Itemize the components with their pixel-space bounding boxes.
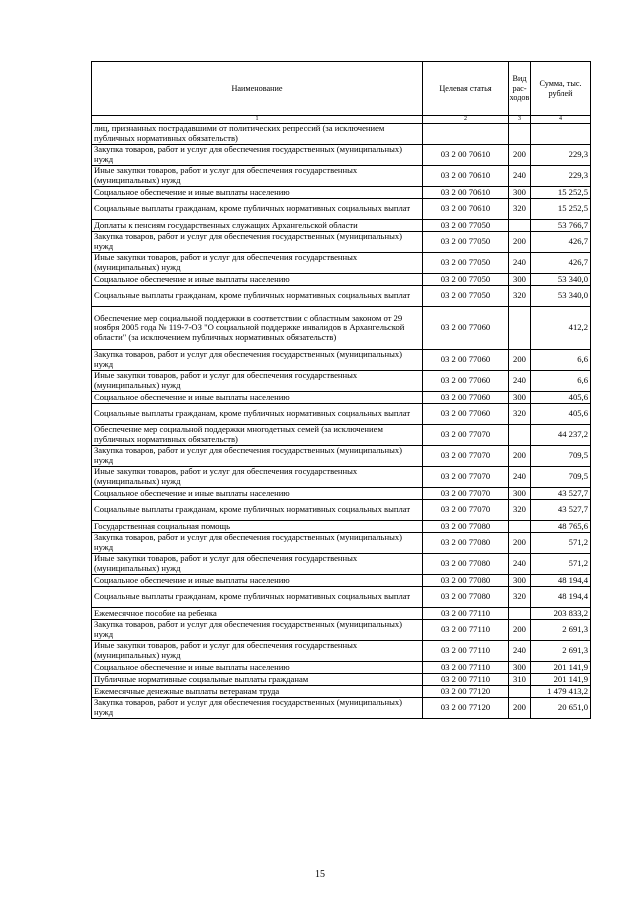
row-vid-cell: 200 <box>509 620 531 641</box>
row-code-cell: 03 2 00 77080 <box>423 575 509 587</box>
row-name-cell: Социальные выплаты гражданам, кроме публичных нормативных социальных выплат <box>92 199 423 220</box>
row-code-cell: 03 2 00 77050 <box>423 274 509 286</box>
row-code-cell: 03 2 00 77060 <box>423 371 509 392</box>
row-code-cell: 03 2 00 77070 <box>423 500 509 521</box>
row-name-cell: Социальное обеспечение и иные выплаты населению <box>92 662 423 674</box>
row-code-cell: 03 2 00 70610 <box>423 187 509 199</box>
row-vid-cell: 320 <box>509 404 531 425</box>
row-code-cell: 03 2 00 77080 <box>423 587 509 608</box>
row-code-cell: 03 2 00 77110 <box>423 662 509 674</box>
row-sum-cell: 48 765,6 <box>531 521 591 533</box>
row-name-cell: Социальное обеспечение и иные выплаты населению <box>92 392 423 404</box>
row-sum-cell: 1 479 413,2 <box>531 686 591 698</box>
row-sum-cell: 6,6 <box>531 350 591 371</box>
row-sum-cell: 709,5 <box>531 446 591 467</box>
header-sum: Сумма, тыс. рублей <box>531 62 591 116</box>
table-row <box>92 307 591 350</box>
table-row <box>92 404 591 425</box>
row-vid-cell: 320 <box>509 199 531 220</box>
row-sum-cell: 15 252,5 <box>531 187 591 199</box>
row-name-cell: Социальные выплаты гражданам, кроме публичных нормативных социальных выплат <box>92 587 423 608</box>
row-vid-cell: 240 <box>509 166 531 187</box>
row-vid-cell: 200 <box>509 533 531 554</box>
row-name-cell: Социальное обеспечение и иные выплаты населению <box>92 274 423 286</box>
row-code-cell: 03 2 00 77080 <box>423 521 509 533</box>
row-sum-cell: 6,6 <box>531 371 591 392</box>
row-sum-cell: 709,5 <box>531 467 591 488</box>
row-code-cell: 03 2 00 70610 <box>423 145 509 166</box>
row-name-cell: Социальные выплаты гражданам, кроме публичных нормативных социальных выплат <box>92 404 423 425</box>
row-name-cell: Иные закупки товаров, работ и услуг для обеспечения государственных (муниципальных) нужд <box>92 467 423 488</box>
table-row <box>92 686 591 698</box>
table-row <box>92 698 591 719</box>
row-name-cell: Закупка товаров, работ и услуг для обеспечения государственных (муниципальных) нужд <box>92 232 423 253</box>
row-name-cell: Закупка товаров, работ и услуг для обеспечения государственных (муниципальных) нужд <box>92 620 423 641</box>
row-sum-cell: 43 527,7 <box>531 488 591 500</box>
row-name-cell: лиц, признанных пострадавшими от политических репрессий (за исключением публичных нормативных обязательств) <box>92 124 423 145</box>
table-row <box>92 253 591 274</box>
header-name: Наименование <box>92 62 423 116</box>
table-row <box>92 274 591 286</box>
row-sum-cell: 44 237,2 <box>531 425 591 446</box>
table-row <box>92 187 591 199</box>
row-vid-cell <box>509 686 531 698</box>
table-row <box>92 446 591 467</box>
row-code-cell: 03 2 00 77060 <box>423 404 509 425</box>
row-name-cell: Социальное обеспечение и иные выплаты населению <box>92 187 423 199</box>
row-sum-cell: 53 766,7 <box>531 220 591 232</box>
row-vid-cell <box>509 307 531 350</box>
header-target: Целевая статья <box>423 62 509 116</box>
page-number: 15 <box>315 869 325 880</box>
row-code-cell: 03 2 00 77060 <box>423 392 509 404</box>
row-sum-cell: 229,3 <box>531 166 591 187</box>
row-vid-cell: 300 <box>509 392 531 404</box>
table-row <box>92 674 591 686</box>
row-vid-cell <box>509 608 531 620</box>
row-name-cell: Социальное обеспечение и иные выплаты населению <box>92 488 423 500</box>
row-vid-cell: 300 <box>509 662 531 674</box>
row-name-cell: Публичные нормативные социальные выплаты гражданам <box>92 674 423 686</box>
row-sum-cell: 426,7 <box>531 232 591 253</box>
row-vid-cell: 240 <box>509 371 531 392</box>
row-vid-cell: 240 <box>509 467 531 488</box>
row-code-cell: 03 2 00 77060 <box>423 307 509 350</box>
row-name-cell: Закупка товаров, работ и услуг для обеспечения государственных (муниципальных) нужд <box>92 533 423 554</box>
table-row <box>92 641 591 662</box>
budget-table-container <box>91 61 590 719</box>
row-sum-cell: 571,2 <box>531 533 591 554</box>
row-vid-cell: 300 <box>509 575 531 587</box>
row-name-cell: Доплаты к пенсиям государственных служащих Архангельской области <box>92 220 423 232</box>
column-number: 4 <box>531 116 591 124</box>
row-sum-cell: 405,6 <box>531 404 591 425</box>
table-row <box>92 488 591 500</box>
row-name-cell: Ежемесячные денежные выплаты ветеранам труда <box>92 686 423 698</box>
row-name-cell: Социальные выплаты гражданам, кроме публичных нормативных социальных выплат <box>92 500 423 521</box>
row-code-cell: 03 2 00 77050 <box>423 232 509 253</box>
row-vid-cell: 240 <box>509 641 531 662</box>
row-vid-cell: 320 <box>509 286 531 307</box>
row-vid-cell: 200 <box>509 698 531 719</box>
table-row <box>92 166 591 187</box>
row-sum-cell: 229,3 <box>531 145 591 166</box>
row-vid-cell <box>509 220 531 232</box>
row-sum-cell: 20 651,0 <box>531 698 591 719</box>
row-name-cell: Закупка товаров, работ и услуг для обеспечения государственных (муниципальных) нужд <box>92 145 423 166</box>
row-code-cell: 03 2 00 77070 <box>423 467 509 488</box>
row-code-cell: 03 2 00 77050 <box>423 286 509 307</box>
row-code-cell: 03 2 00 77120 <box>423 686 509 698</box>
row-name-cell: Закупка товаров, работ и услуг для обеспечения государственных (муниципальных) нужд <box>92 698 423 719</box>
row-name-cell: Социальные выплаты гражданам, кроме публичных нормативных социальных выплат <box>92 286 423 307</box>
row-name-cell: Иные закупки товаров, работ и услуг для обеспечения государственных (муниципальных) нужд <box>92 554 423 575</box>
row-sum-cell: 53 340,0 <box>531 274 591 286</box>
row-sum-cell: 405,6 <box>531 392 591 404</box>
row-code-cell: 03 2 00 77070 <box>423 446 509 467</box>
column-number: 3 <box>509 116 531 124</box>
table-row <box>92 554 591 575</box>
row-name-cell: Закупка товаров, работ и услуг для обеспечения государственных (муниципальных) нужд <box>92 350 423 371</box>
row-sum-cell: 15 252,5 <box>531 199 591 220</box>
row-vid-cell: 300 <box>509 274 531 286</box>
row-sum-cell: 201 141,9 <box>531 674 591 686</box>
table-row <box>92 587 591 608</box>
row-code-cell: 03 2 00 77050 <box>423 220 509 232</box>
table-row <box>92 575 591 587</box>
table-row <box>92 392 591 404</box>
row-code-cell: 03 2 00 77110 <box>423 641 509 662</box>
row-name-cell: Иные закупки товаров, работ и услуг для обеспечения государственных (муниципальных) нужд <box>92 166 423 187</box>
row-name-cell: Иные закупки товаров, работ и услуг для обеспечения государственных (муниципальных) нужд <box>92 253 423 274</box>
row-sum-cell: 412,2 <box>531 307 591 350</box>
row-name-cell: Ежемесячное пособие на ребенка <box>92 608 423 620</box>
table-row <box>92 286 591 307</box>
table-row <box>92 533 591 554</box>
column-number: 2 <box>423 116 509 124</box>
row-name-cell: Закупка товаров, работ и услуг для обеспечения государственных (муниципальных) нужд <box>92 446 423 467</box>
row-vid-cell: 320 <box>509 587 531 608</box>
row-sum-cell: 426,7 <box>531 253 591 274</box>
table-row <box>92 662 591 674</box>
row-vid-cell: 320 <box>509 500 531 521</box>
column-number: 1 <box>92 116 423 124</box>
table-row <box>92 199 591 220</box>
row-code-cell: 03 2 00 70610 <box>423 166 509 187</box>
row-vid-cell: 200 <box>509 350 531 371</box>
row-sum-cell: 48 194,4 <box>531 575 591 587</box>
table-row <box>92 608 591 620</box>
row-vid-cell: 240 <box>509 554 531 575</box>
row-sum-cell: 2 691,3 <box>531 641 591 662</box>
row-code-cell: 03 2 00 77050 <box>423 253 509 274</box>
header-vid: Вид рас-ходов <box>509 62 531 116</box>
row-sum-cell: 43 527,7 <box>531 500 591 521</box>
row-code-cell <box>423 124 509 145</box>
row-name-cell: Социальное обеспечение и иные выплаты населению <box>92 575 423 587</box>
table-row <box>92 425 591 446</box>
table-body <box>92 124 591 719</box>
row-vid-cell: 200 <box>509 232 531 253</box>
row-vid-cell: 200 <box>509 145 531 166</box>
row-sum-cell: 203 833,2 <box>531 608 591 620</box>
table-row <box>92 521 591 533</box>
table-row <box>92 232 591 253</box>
row-vid-cell: 200 <box>509 446 531 467</box>
row-name-cell: Иные закупки товаров, работ и услуг для обеспечения государственных (муниципальных) нужд <box>92 371 423 392</box>
table-row <box>92 124 591 145</box>
row-code-cell: 03 2 00 77080 <box>423 533 509 554</box>
row-vid-cell <box>509 425 531 446</box>
column-number-row <box>92 116 591 124</box>
row-code-cell: 03 2 00 77060 <box>423 350 509 371</box>
row-vid-cell: 300 <box>509 488 531 500</box>
row-code-cell: 03 2 00 77120 <box>423 698 509 719</box>
row-code-cell: 03 2 00 77110 <box>423 608 509 620</box>
row-vid-cell: 300 <box>509 187 531 199</box>
row-name-cell: Обеспечение мер социальной поддержки в соответствии с областным законом от 29 ноября 2005 года № 119-7-ОЗ "О социальной поддержке инвалидов в Архангельской области" (за исключением публичных нормативных обязательств) <box>92 307 423 350</box>
row-sum-cell <box>531 124 591 145</box>
row-vid-cell <box>509 124 531 145</box>
row-code-cell: 03 2 00 70610 <box>423 199 509 220</box>
row-code-cell: 03 2 00 77070 <box>423 488 509 500</box>
table-header-row <box>92 62 591 116</box>
row-code-cell: 03 2 00 77110 <box>423 620 509 641</box>
row-vid-cell: 310 <box>509 674 531 686</box>
row-sum-cell: 48 194,4 <box>531 587 591 608</box>
row-code-cell: 03 2 00 77070 <box>423 425 509 446</box>
row-sum-cell: 571,2 <box>531 554 591 575</box>
table-row <box>92 371 591 392</box>
row-vid-cell <box>509 521 531 533</box>
row-name-cell: Обеспечение мер социальной поддержки многодетных семей (за исключением публичных нормативных обязательств) <box>92 425 423 446</box>
budget-table <box>91 61 591 719</box>
row-name-cell: Иные закупки товаров, работ и услуг для обеспечения государственных (муниципальных) нужд <box>92 641 423 662</box>
row-code-cell: 03 2 00 77110 <box>423 674 509 686</box>
table-row <box>92 350 591 371</box>
table-row <box>92 500 591 521</box>
row-sum-cell: 201 141,9 <box>531 662 591 674</box>
row-sum-cell: 2 691,3 <box>531 620 591 641</box>
row-name-cell: Государственная социальная помощь <box>92 521 423 533</box>
row-code-cell: 03 2 00 77080 <box>423 554 509 575</box>
row-vid-cell: 240 <box>509 253 531 274</box>
table-row <box>92 467 591 488</box>
row-sum-cell: 53 340,0 <box>531 286 591 307</box>
table-row <box>92 145 591 166</box>
table-row <box>92 220 591 232</box>
table-row <box>92 620 591 641</box>
